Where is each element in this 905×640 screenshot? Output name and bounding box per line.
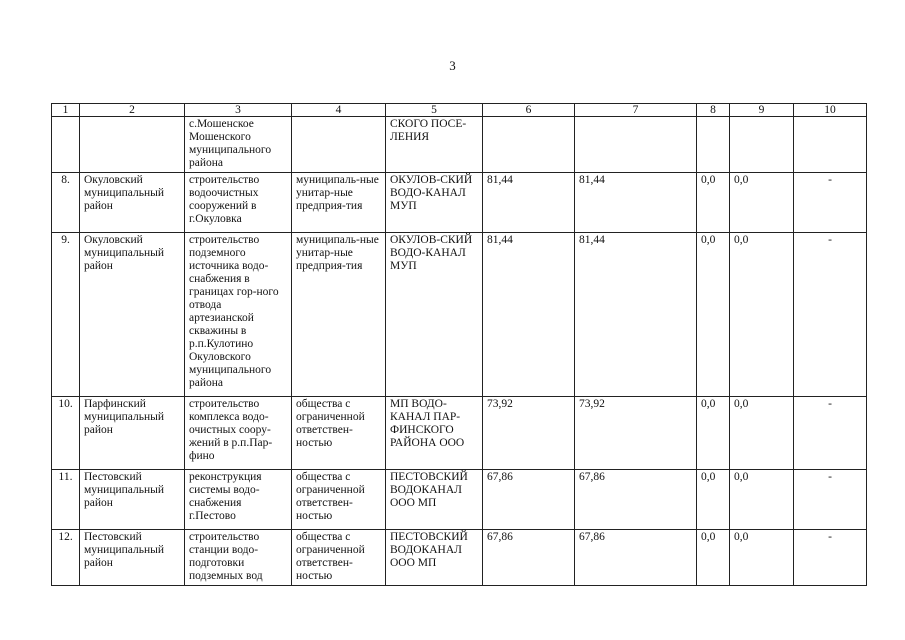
cell-org-form: муниципаль-ные унитар-ные предприя-тия	[292, 233, 386, 397]
cell-district: Пестовский муниципальный район	[80, 470, 185, 530]
cell-value-7: 73,92	[575, 397, 697, 470]
cell-project: с.Мошенское Мошенского муниципального района	[185, 117, 292, 173]
table-row	[52, 530, 867, 586]
header-row	[52, 104, 867, 117]
table-row-continuation	[52, 117, 867, 173]
cell-value-10: -	[794, 530, 867, 586]
cell-org-form: общества с ограниченной ответствен-ностью	[292, 530, 386, 586]
cell-project: строительство водоочистных сооружений в г.Окуловка	[185, 173, 292, 233]
cell-value-9: 0,0	[730, 173, 794, 233]
cell-value-6: 67,86	[483, 470, 575, 530]
cell-value-8: 0,0	[697, 233, 730, 397]
cell-value-9: 0,0	[730, 233, 794, 397]
cell-org-name: ОКУЛОВ-СКИЙ ВОДО-КАНАЛ МУП	[386, 173, 483, 233]
header-cell-8: 8	[697, 104, 730, 117]
page-number: 3	[449, 58, 456, 73]
cell-value-7: 81,44	[575, 233, 697, 397]
cell-value-9: 0,0	[730, 470, 794, 530]
cell-value-8: 0,0	[697, 173, 730, 233]
header-cell-9: 9	[730, 104, 794, 117]
table-row	[52, 233, 867, 397]
header-cell-3: 3	[185, 104, 292, 117]
cell-value-10: -	[794, 470, 867, 530]
cell-district: Окуловский муниципальный район	[80, 233, 185, 397]
table-row	[52, 470, 867, 530]
cell-org-name: ПЕСТОВСКИЙ ВОДОКАНАЛ ООО МП	[386, 470, 483, 530]
header-cell-1: 1	[52, 104, 80, 117]
cell-project: реконструкция системы водо-снабжения г.Пестово	[185, 470, 292, 530]
header-cell-2: 2	[80, 104, 185, 117]
cell-org-form: общества с ограниченной ответствен-ностью	[292, 470, 386, 530]
cell-district: Парфинский муниципальный район	[80, 397, 185, 470]
cell-district: Окуловский муниципальный район	[80, 173, 185, 233]
cell-row-number: 12.	[52, 530, 80, 586]
cell-value-9: 0,0	[730, 530, 794, 586]
cell-empty	[292, 117, 386, 173]
cell-empty	[52, 117, 80, 173]
data-table	[51, 103, 867, 586]
header-cell-7: 7	[575, 104, 697, 117]
header-cell-6: 6	[483, 104, 575, 117]
cell-empty	[730, 117, 794, 173]
cell-empty	[794, 117, 867, 173]
table-row	[52, 397, 867, 470]
cell-value-8: 0,0	[697, 397, 730, 470]
cell-org-name: ОКУЛОВ-СКИЙ ВОДО-КАНАЛ МУП	[386, 233, 483, 397]
header-cell-5: 5	[386, 104, 483, 117]
cell-empty	[575, 117, 697, 173]
cell-value-8: 0,0	[697, 530, 730, 586]
cell-value-7: 67,86	[575, 530, 697, 586]
cell-value-7: 67,86	[575, 470, 697, 530]
cell-row-number: 10.	[52, 397, 80, 470]
header-cell-10: 10	[794, 104, 867, 117]
header-cell-4: 4	[292, 104, 386, 117]
cell-value-6: 81,44	[483, 233, 575, 397]
cell-org-name: СКОГО ПОСЕ-ЛЕНИЯ	[386, 117, 483, 173]
cell-project: строительство подземного источника водо-снабжения в границах гор-ного отвода артезианской скважины в р.п.Кулотино Окуловского муниципального района	[185, 233, 292, 397]
cell-org-name: МП ВОДО-КАНАЛ ПАР-ФИНСКОГО РАЙОНА ООО	[386, 397, 483, 470]
cell-value-10: -	[794, 173, 867, 233]
cell-empty	[697, 117, 730, 173]
cell-value-6: 67,86	[483, 530, 575, 586]
cell-value-9: 0,0	[730, 397, 794, 470]
cell-value-6: 81,44	[483, 173, 575, 233]
cell-org-form: муниципаль-ные унитар-ные предприя-тия	[292, 173, 386, 233]
cell-value-8: 0,0	[697, 470, 730, 530]
cell-value-6: 73,92	[483, 397, 575, 470]
cell-district: Пестовский муниципальный район	[80, 530, 185, 586]
cell-org-form: общества с ограниченной ответствен-ностью	[292, 397, 386, 470]
cell-value-7: 81,44	[575, 173, 697, 233]
table-row	[52, 173, 867, 233]
cell-row-number: 11.	[52, 470, 80, 530]
cell-empty	[80, 117, 185, 173]
cell-value-10: -	[794, 233, 867, 397]
cell-value-10: -	[794, 397, 867, 470]
cell-row-number: 8.	[52, 173, 80, 233]
cell-project: строительство комплекса водо-очистных соору-жений в р.п.Пар-фино	[185, 397, 292, 470]
cell-org-name: ПЕСТОВСКИЙ ВОДОКАНАЛ ООО МП	[386, 530, 483, 586]
cell-project: строительство станции водо-подготовки подземных вод	[185, 530, 292, 586]
cell-row-number: 9.	[52, 233, 80, 397]
cell-empty	[483, 117, 575, 173]
